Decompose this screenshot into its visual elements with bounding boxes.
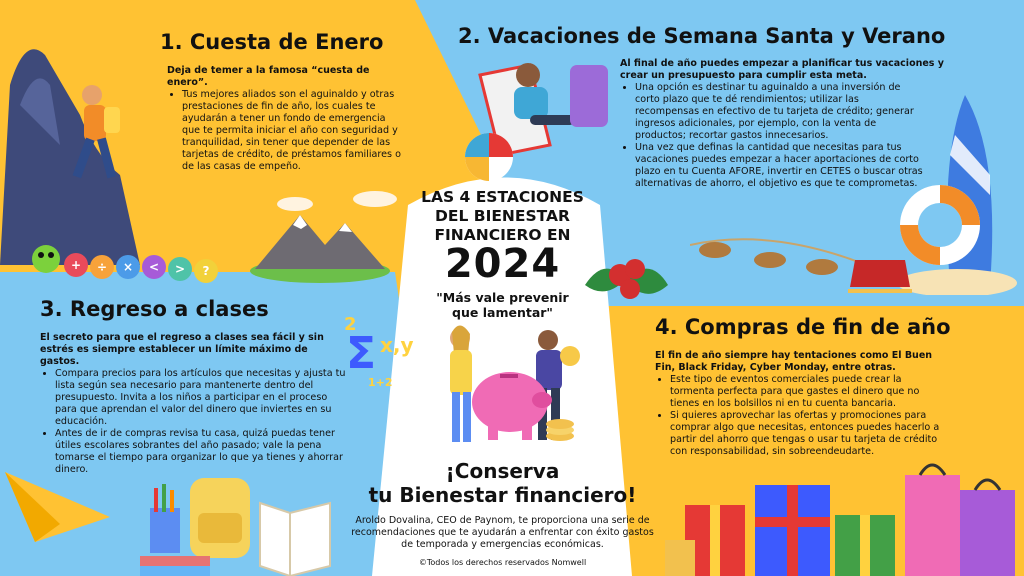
reindeer-sleigh-icon [690, 205, 915, 300]
description-text: Aroldo Dovalina, CEO de Paynom, te proporciona una serie de recomendaciones que te ayudarán a enfrentar con éxito gastos de temporada y emergencias económicas. [351, 515, 654, 550]
main-heading-line: DEL BIENESTAR [435, 207, 570, 225]
year-heading: 2024 [444, 241, 561, 287]
caterpillar-icon [30, 235, 220, 290]
list-item: • Compara precios para los artículos que necesitas y ajusta tu lista según sea necesario para mantenerte dentro del presupuesto. Invita a los niños a participar en el proceso para que aprendan el valor del dinero que inviertes en su educación. [55, 368, 352, 428]
caterpillar-symbol: × [122, 260, 134, 274]
main-heading-line: LAS 4 ESTACIONES [421, 188, 584, 206]
mountain-climber-icon [0, 25, 160, 265]
math-fraction-text: 1+2 [368, 376, 393, 389]
section-bullets-regreso-clases [43, 368, 352, 476]
section-title-vacaciones: 2. Vacaciones de Semana Santa y Verano [458, 24, 946, 48]
section-title-compras: 4. Compras de fin de año [655, 315, 951, 339]
section-intro-cuesta-enero: Deja de temer a la famosa “cuesta de enero”. [167, 65, 370, 88]
copyright-text: ©Todos los derechos reservados Nomwell [418, 558, 587, 567]
section-bullets-cuesta-enero [170, 89, 404, 173]
cta-line: tu Bienestar financiero! [368, 483, 637, 507]
list-item: • Tus mejores aliados son el aguinaldo y otras prestaciones de fin de año, los cuales te ayudarán a tener un fondo de emergencia que te permita iniciar el año con seguridad y tranquilidad, sin tener que depender de las tarjetas de crédito, de préstamos familiares o de las casas de empeño. [182, 89, 404, 173]
math-xy-text: x,y [380, 333, 414, 357]
mountain-island-icon [245, 205, 395, 285]
section-intro-regreso-clases: El secreto para que el regreso a clases sea fácil y sin estrés es siempre establecer un límite máximo de gastos. [40, 332, 324, 367]
cloud-icon [350, 185, 400, 207]
cta-heading [345, 459, 660, 507]
caterpillar-symbol: ÷ [96, 260, 108, 274]
cta-line: ¡Conserva [445, 459, 560, 483]
caterpillar-symbol: < [148, 260, 160, 274]
list-item: • Una opción es destinar tu aguinaldo a una inversión de corto plazo que te dé rendimientos; utilizar las recompensas en efectivo de tu tarjeta de crédito; generar ingresos adicionales, por ejemplo, con la venta de productos; recortar gastos innecesarios. [635, 82, 923, 142]
main-heading-line: FINANCIERO EN [434, 226, 571, 244]
school-supplies-icon [140, 468, 335, 576]
main-heading [405, 188, 600, 245]
section-title-regreso-clases: 3. Regreso a clases [40, 297, 269, 321]
caterpillar-symbol: + [70, 258, 82, 272]
beach-ball-icon [462, 130, 517, 185]
math-two-text: 2 [344, 314, 357, 335]
list-item: • Antes de ir de compras revisa tu casa, quizá puedas tener útiles escolares sobrantes del año pasado; vale la pena tomarse el tiempo para organizar lo que ya tienes y ahorrar dinero. [55, 428, 352, 476]
caterpillar-symbol: ? [202, 264, 210, 278]
list-item: • Una vez que definas la cantidad que necesitas para tus vacaciones puedes empezar a hacer aportaciones de corto plazo en tu Cuenta AFORE, invertir en CETES o buscar otras alternativas de ahorro, el objetivo es que te comprometas. [635, 142, 923, 190]
quote-line: "Más vale prevenir [436, 290, 569, 305]
caterpillar-symbol: > [174, 262, 186, 276]
section-bullets-compras [658, 374, 947, 458]
cloud-icon [275, 192, 315, 212]
quote [410, 290, 595, 320]
math-sigma-text: Σ [346, 328, 377, 379]
section-bullets-vacaciones [623, 82, 923, 190]
piggy-bank-people-icon [430, 320, 590, 450]
list-item: • Este tipo de eventos comerciales puede crear la tormenta perfecta para que gastes el dinero que no tienes en los bolsillos ni en tu cuenta bancaria. [670, 374, 947, 410]
gift-boxes-shopping-bags-icon [665, 455, 1020, 576]
list-item: • Si quieres aprovechar las ofertas y promociones para comprar algo que necesitas, entonces puedes hacerlo a partir del ahorro que tengas o usar tu tarjeta de crédito con responsabilidad, sin sobreendeudarte. [670, 410, 947, 458]
section-title-cuesta-enero: 1. Cuesta de Enero [160, 30, 384, 54]
quote-line: que lamentar" [452, 305, 553, 320]
math-symbols-icon [340, 310, 425, 390]
section-intro-vacaciones: Al final de año puedes empezar a planificar tus vacaciones y crear un presupuesto para cumplir esta meta. [620, 58, 944, 81]
section-intro-compras: El fin de año siempre hay tentaciones como El Buen Fin, Black Friday, Cyber Monday, entre otras. [655, 350, 933, 373]
